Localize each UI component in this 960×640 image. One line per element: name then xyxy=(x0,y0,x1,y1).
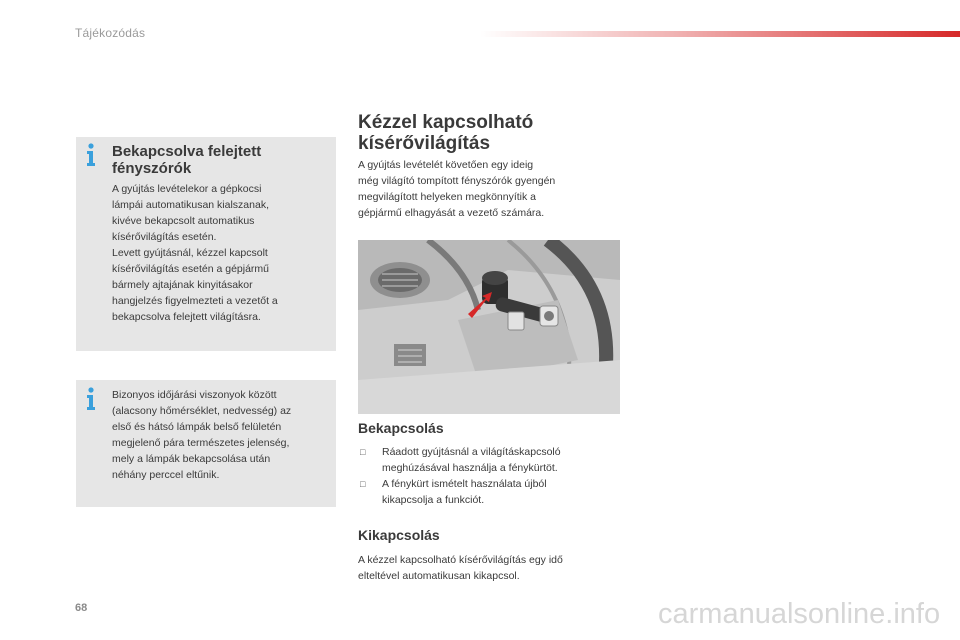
info-box-condensation xyxy=(76,380,336,507)
box-body-text: Bizonyos időjárási viszonyok között (alacsony hőmérséklet, nedvesség) az első és hátsó lámpák belső felületén megjelenő pára természetes jelenség, mely a lámpák bekapcsolása után néhány perccel eltűnik. xyxy=(112,389,292,481)
watermark: carmanualsonline.info xyxy=(658,598,941,630)
intro-text: A gyújtás levételét követően egy ideig még világító tompított fényszórók gyengén megvilágított helyeken megkönnyítik a gépjármű elhagyását a vezető számára. xyxy=(358,159,556,219)
dashboard-photo xyxy=(358,240,620,414)
section-heading-switch-on: Bekapcsolás xyxy=(358,420,444,436)
bullet-icon: □ xyxy=(360,447,366,457)
light-stalk-illustration xyxy=(358,240,620,414)
info-icon xyxy=(85,143,97,167)
section-heading-switch-off: Kikapcsolás xyxy=(358,527,440,543)
bullet-icon: □ xyxy=(360,479,366,489)
info-box-forgotten-lights xyxy=(76,137,336,351)
info-icon xyxy=(85,387,97,411)
header-accent-bar xyxy=(480,31,960,37)
list-item: □ A fénykürt ismételt használata újból kikapcsolja a funkciót. xyxy=(360,478,547,506)
box-body-text: A gyújtás levételekor a gépkocsi lámpái automatikusan kialszanak, kivéve bekapcsolt automatikus kísérővilágítás esetén. Levett gyújtásnál, kézzel kapcsolt kísérővilágítás esetén a gépjármű bármely ajtajának kinyitásakor hangjelzés figyelmezteti a vezetőt a bekapcsolva felejtett világításra. xyxy=(112,183,278,323)
switch-on-steps xyxy=(358,444,618,508)
box-title: Bekapcsolva felejtett fényszórók xyxy=(112,143,262,177)
list-item: □ Ráadott gyújtásnál a világításkapcsoló meghúzásával használja a fénykürtöt. xyxy=(360,446,561,474)
switch-off-text: A kézzel kapcsolható kísérővilágítás egy idő elteltével automatikusan kikapcsol. xyxy=(358,554,563,582)
page-title: Kézzel kapcsolható kísérővilágítás xyxy=(358,112,534,154)
page-number: 68 xyxy=(75,602,88,614)
section-title: Tájékozódás xyxy=(75,26,146,40)
